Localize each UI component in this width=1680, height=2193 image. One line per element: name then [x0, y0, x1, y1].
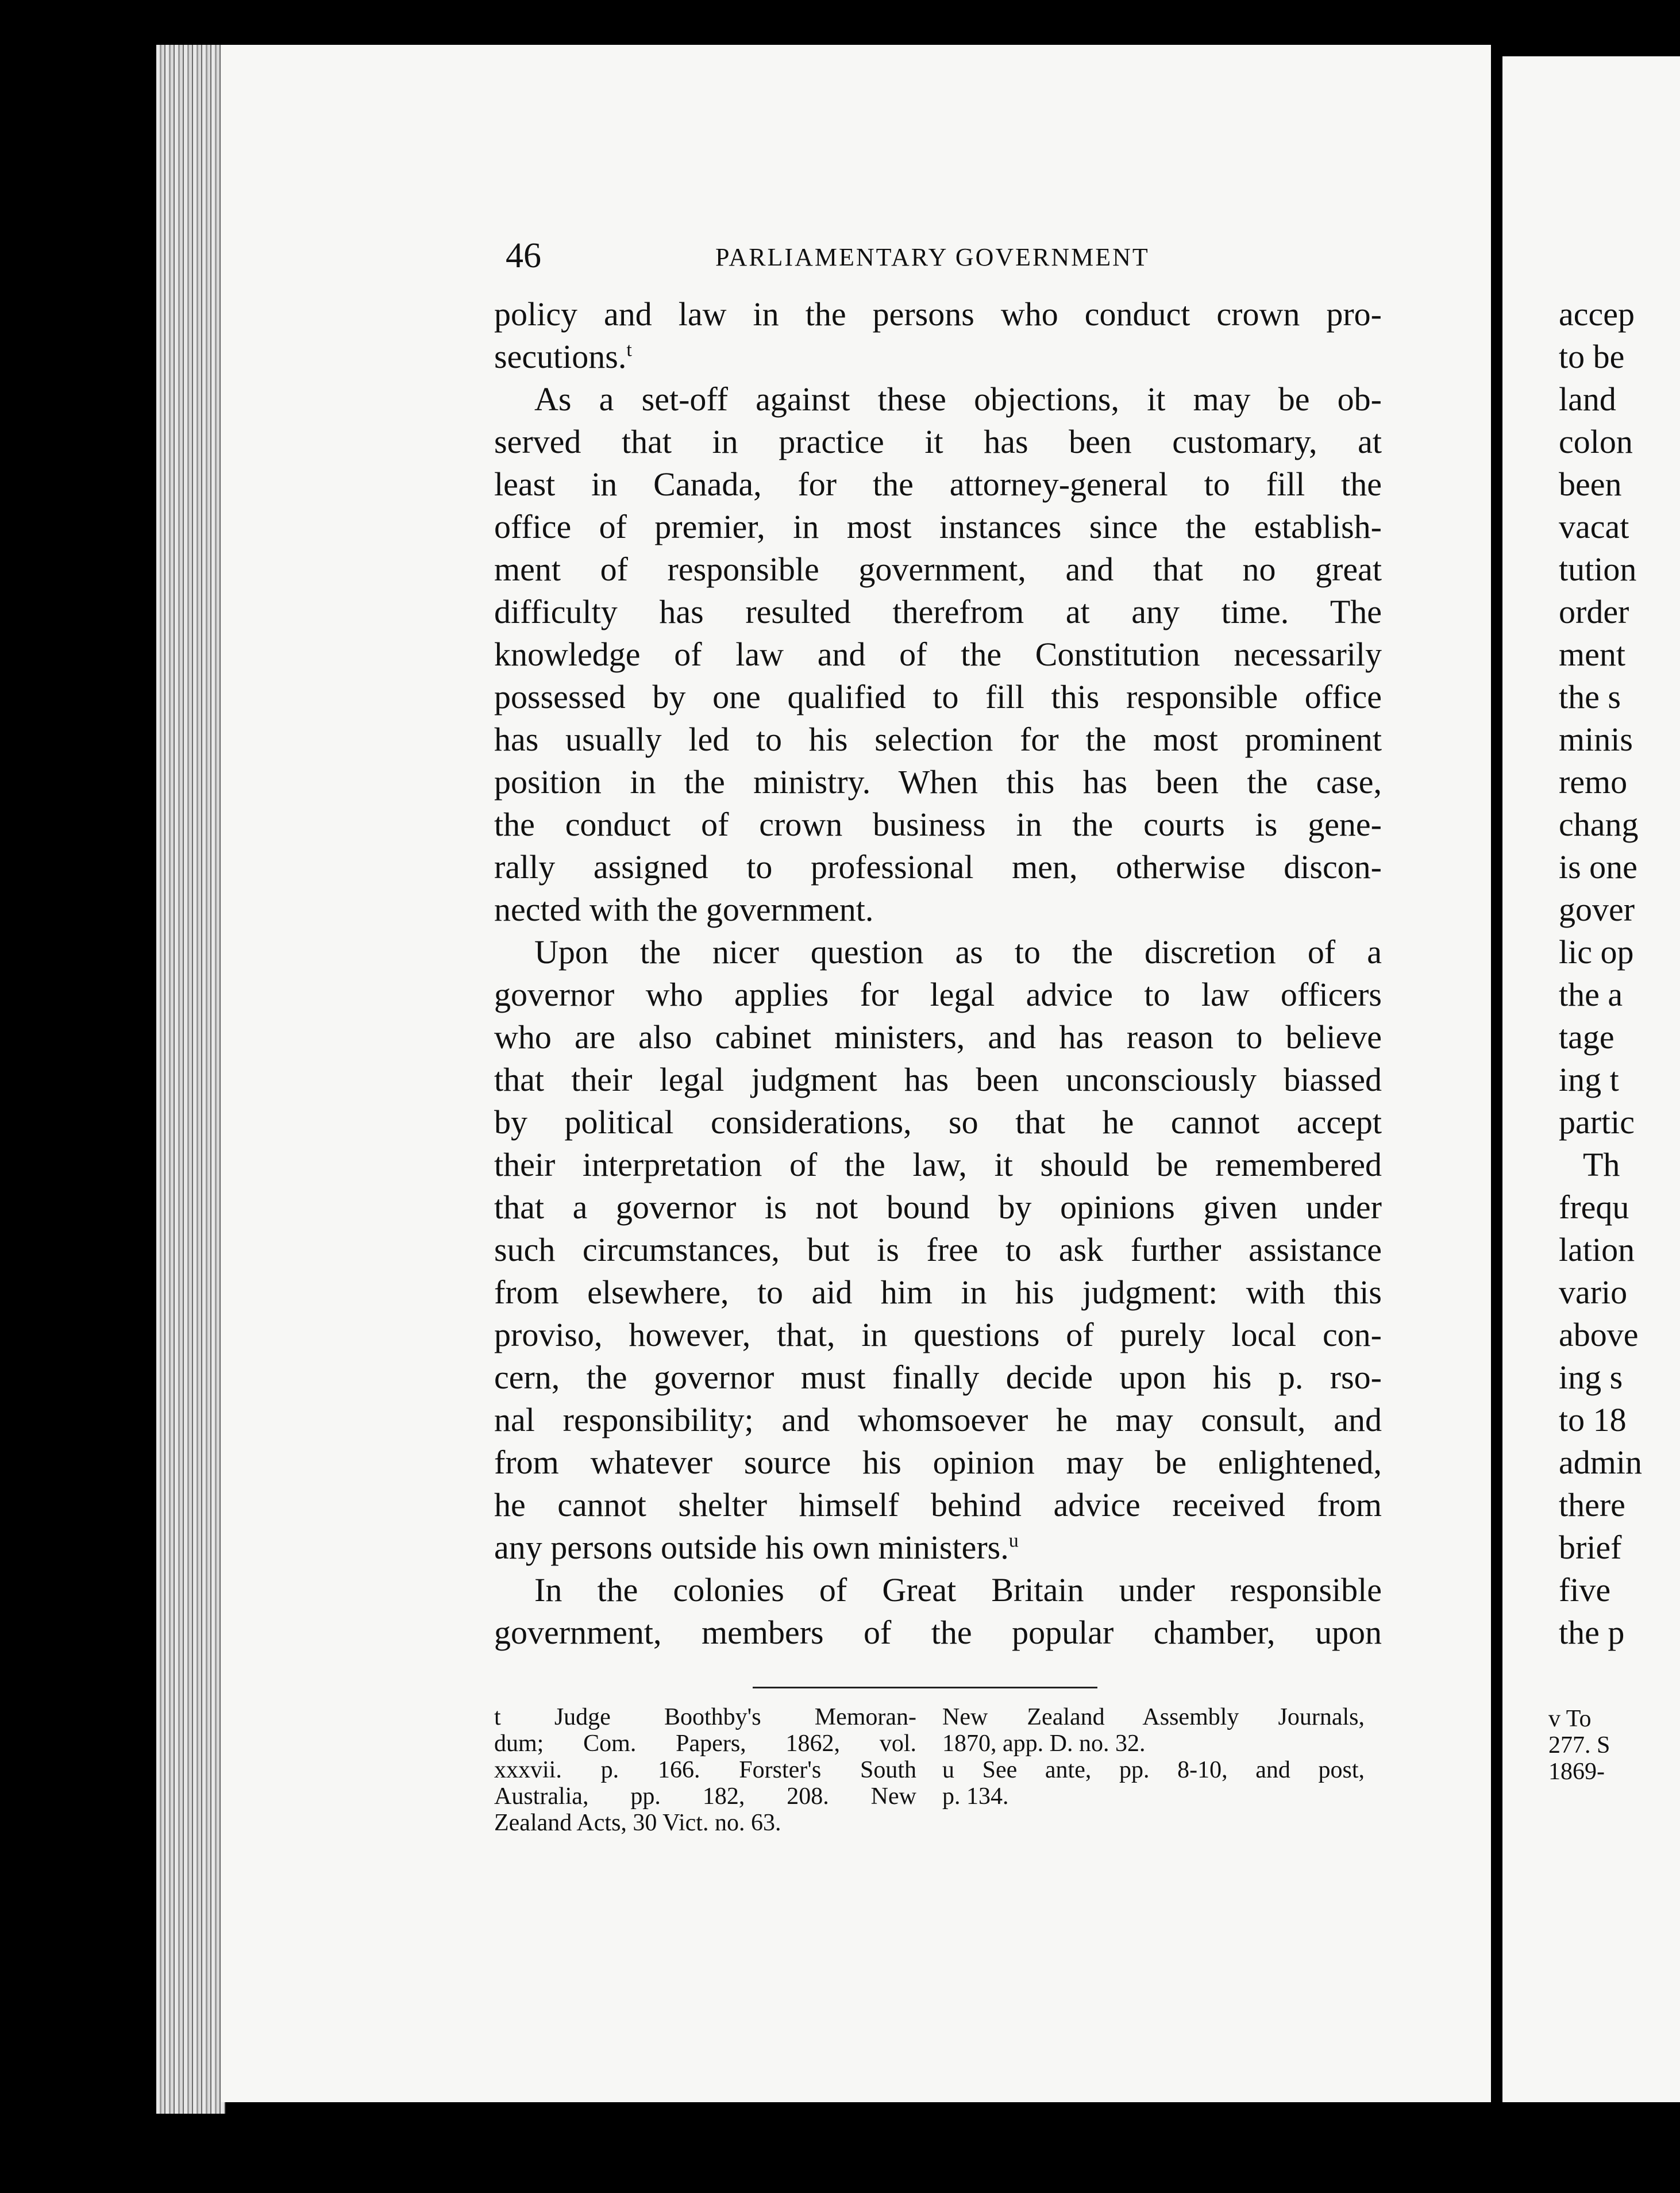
- text-line: tage: [1559, 1018, 1615, 1056]
- text-line: gover: [1559, 891, 1635, 928]
- footnote-line: 277. S: [1548, 1732, 1610, 1759]
- text-line: from elsewhere, to aid him in his judgment: with this: [494, 1274, 1382, 1311]
- footnote-line: u See ante, pp. 8-10, and post,: [942, 1757, 1365, 1783]
- footnote-line: 1870, app. D. no. 32.: [942, 1730, 1146, 1757]
- footnote-line: p. 134.: [942, 1783, 1009, 1810]
- footnote-rule: [753, 1687, 1097, 1688]
- text-line: secutions.$^t$: [494, 338, 632, 375]
- text-line: minis: [1559, 721, 1633, 758]
- text-line: the s: [1559, 678, 1621, 715]
- text-line: chang: [1559, 806, 1639, 843]
- right-page-footnotes: [1502, 1706, 1610, 1785]
- text-line: from whatever source his opinion may be enlightened,: [494, 1444, 1382, 1481]
- text-line: vacat: [1559, 508, 1629, 545]
- text-line: brief: [1559, 1529, 1622, 1566]
- text-line: possessed by one qualified to fill this responsible office: [494, 678, 1382, 715]
- text-line: the a: [1559, 976, 1623, 1013]
- text-line: cern, the governor must finally decide upon his p. rso-: [494, 1359, 1382, 1396]
- text-line: government, members of the popular chamber, upon: [494, 1614, 1382, 1651]
- footnote-ref: u: [1008, 1530, 1019, 1552]
- footnotes-left-column: [494, 1704, 916, 1836]
- text-line: that their legal judgment has been unconsciously biassed: [494, 1061, 1382, 1098]
- text-line: nal responsibility; and whomsoever he may consult, and: [494, 1401, 1382, 1438]
- footnote-line: xxxvii. p. 166. Forster's South: [494, 1757, 916, 1783]
- page-number: 46: [506, 236, 541, 275]
- text-line: nected with the government.: [494, 891, 874, 928]
- text-line: been: [1559, 465, 1622, 503]
- text-line: order: [1559, 593, 1629, 630]
- text-line: who are also cabinet ministers, and has reason to believe: [494, 1018, 1382, 1056]
- footnote-line: Zealand Acts, 30 Vict. no. 63.: [494, 1810, 781, 1836]
- text-line: has usually led to his selection for the most prominent: [494, 721, 1382, 758]
- text-line: accep: [1559, 295, 1635, 333]
- footnote-line: Australia, pp. 182, 208. New: [494, 1783, 916, 1810]
- footnote-line: New Zealand Assembly Journals,: [942, 1704, 1365, 1730]
- footnote-line: 1869-: [1548, 1759, 1605, 1785]
- text-line: frequ: [1559, 1188, 1629, 1226]
- book-page-edges: [156, 45, 225, 2114]
- right-page-text: [1502, 293, 1642, 1654]
- text-line: by political considerations, so that he cannot accept: [494, 1103, 1382, 1141]
- text-line: partic: [1559, 1103, 1635, 1141]
- text-line: rally assigned to professional men, otherwise discon-: [494, 848, 1382, 886]
- text-line: is one: [1559, 848, 1637, 886]
- footnote-line: t Judge Boothby's Memoran-: [494, 1704, 916, 1730]
- text-line: position in the ministry. When this has been the case,: [494, 763, 1382, 801]
- text-line: that a governor is not bound by opinions given under: [494, 1188, 1382, 1226]
- text-line: five: [1559, 1571, 1611, 1609]
- text-line: colon: [1559, 423, 1633, 460]
- text-line: lation: [1559, 1231, 1635, 1268]
- text-line: policy and law in the persons who conduct crown pro-: [494, 295, 1382, 333]
- text-line: to 18: [1559, 1401, 1627, 1438]
- text-line: admin: [1559, 1444, 1642, 1481]
- text-line: vario: [1559, 1274, 1628, 1311]
- text-line: difficulty has resulted therefrom at any time. The: [494, 593, 1382, 630]
- text-line: lic op: [1559, 933, 1634, 971]
- text-line: any persons outside his own ministers.$^u$: [494, 1529, 1019, 1566]
- body-text: [494, 293, 1382, 1654]
- text-line: remo: [1559, 763, 1628, 801]
- footnotes-right-column: [942, 1704, 1365, 1810]
- text-line: ment of responsible government, and that no great: [494, 551, 1382, 588]
- text-line: Upon the nicer question as to the discretion of a: [534, 933, 1382, 971]
- text-line: Th: [1583, 1146, 1620, 1183]
- right-page-fragment: [1502, 56, 1680, 2102]
- text-line: he cannot shelter himself behind advice received from: [494, 1486, 1382, 1523]
- footnote-line: v To: [1548, 1706, 1592, 1732]
- text-line: the conduct of crown business in the courts is gene-: [494, 806, 1382, 843]
- text-line: their interpretation of the law, it should be remembered: [494, 1146, 1382, 1183]
- text-line: ing s: [1559, 1359, 1623, 1396]
- text-line: governor who applies for legal advice to law officers: [494, 976, 1382, 1013]
- text-line: served that in practice it has been customary, at: [494, 423, 1382, 460]
- text-line: In the colonies of Great Britain under responsible: [534, 1571, 1382, 1609]
- text-line: tution: [1559, 551, 1637, 588]
- text-line: to be: [1559, 338, 1625, 375]
- text-line: As a set-off against these objections, it may be ob-: [534, 380, 1382, 418]
- text-line: ment: [1559, 636, 1625, 673]
- page-header: [506, 236, 1382, 276]
- text-line: such circumstances, but is free to ask further assistance: [494, 1231, 1382, 1268]
- footnote-line: dum; Com. Papers, 1862, vol.: [494, 1730, 916, 1757]
- text-line: knowledge of law and of the Constitution necessarily: [494, 636, 1382, 673]
- running-head: PARLIAMENTARY GOVERNMENT: [715, 243, 1150, 271]
- text-line: land: [1559, 380, 1616, 418]
- text-line: the p: [1559, 1614, 1625, 1651]
- text-line: proviso, however, that, in questions of purely local con-: [494, 1316, 1382, 1353]
- text-line: above: [1559, 1316, 1639, 1353]
- text-line: ing t: [1559, 1061, 1619, 1098]
- text-line: office of premier, in most instances since the establish-: [494, 508, 1382, 545]
- text-line: there: [1559, 1486, 1625, 1523]
- footnote-ref: t: [626, 339, 632, 361]
- text-line: least in Canada, for the attorney-general to fill the: [494, 465, 1382, 503]
